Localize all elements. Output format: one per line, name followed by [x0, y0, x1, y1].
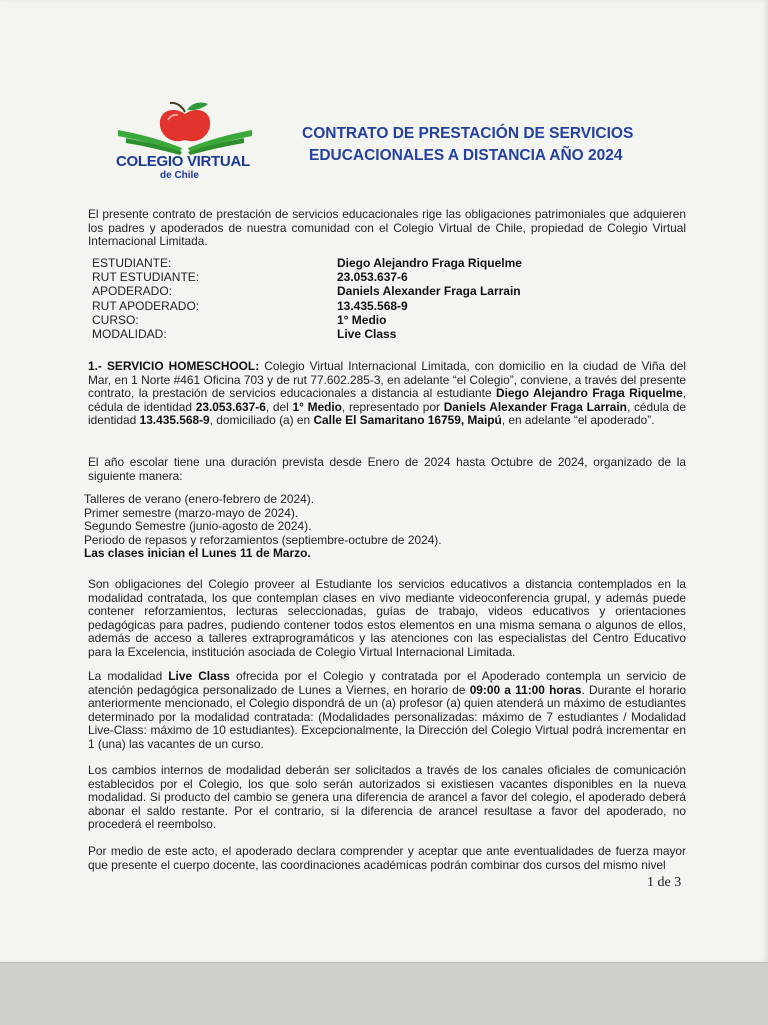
title-line-2: EDUCACIONALES A DISTANCIA AÑO 2024: [309, 147, 623, 164]
info-value: 23.053.637-6: [337, 270, 408, 285]
section-heading: 1.- SERVICIO HOMESCHOOL:: [88, 359, 260, 373]
obligations-paragraph: Son obligaciones del Colegio proveer al Estudiante los servicios educativos a distancia contemplados en la modalidad contratada, los que contemplan clases en vivo mediante videoconferencia grupal, y además puede contener reforzamientos, lecturas seleccionadas, guías de trabajo, videos educativos y orientaciones pedagógicas para padres, pudiendo contener todos estos elementos en una misma semana o algunos de ellos, además de acceso a talleres extraprogramáticos y las atenciones con las especialistas del Centro Educativo para la Excelencia, institución asociada de Colegio Virtual Internacional Limitada.: [88, 577, 686, 659]
info-value: 13.435.568-9: [337, 298, 408, 313]
info-value: Daniels Alexander Fraga Larrain: [337, 284, 521, 299]
info-value: 1° Medio: [337, 312, 387, 327]
info-value: Diego Alejandro Fraga Riquelme: [337, 256, 522, 270]
classes-start: Las clases inician el Lunes 11 de Marzo.: [84, 546, 311, 561]
modality-name: Live Class: [168, 669, 230, 683]
info-value: Live Class: [337, 326, 397, 341]
modality-changes-paragraph: Los cambios internos de modalidad deberán ser solicitados a través de los canales oficiales de comunicación establecidos por el Colegio, los que solo serán autorizados si existiesen vacantes disponibles en la nueva modalidad. Si producto del cambio se genera una diferencia de arancel a favor del colegio, el apoderado deberá abonar el saldo restante. Por el contrario, si la diferencia de arancel resultase a favor del apoderado, no procederá el reembolso.: [88, 763, 686, 832]
info-label: MODALIDAD:: [92, 326, 167, 341]
schedule-item: Segundo Semestre (junio-agosto de 2024).: [84, 519, 312, 534]
guardian-rut: 13.435.568-9: [139, 413, 210, 428]
student-rut: 23.053.637-6: [195, 399, 266, 414]
info-label: ESTUDIANTE:: [92, 256, 172, 270]
info-row-student: [92, 256, 652, 270]
schedule-item: Talleres de verano (enero-febrero de 2024).: [84, 492, 315, 506]
info-label: RUT APODERADO:: [92, 298, 200, 313]
info-label: APODERADO:: [92, 284, 173, 299]
info-row-guardian: [92, 284, 652, 298]
info-row-modality: [92, 327, 652, 341]
contract-info-table: [92, 256, 652, 341]
address: Calle El Samaritano 16759, Maipú: [313, 413, 502, 428]
schedule-item: Periodo de repasos y reforzamientos (septiembre-octubre de 2024).: [84, 532, 442, 547]
modality-paragraph: La modalidad Live Class ofrecida por el Colegio y contratada por el Apoderado contempla un servicio de atención pedagógica personalizado de Lunes a Viernes, en horario de 09:00 a 11:00 horas. Durante el horario anteriormente mencionado, el Colegio dispondrá de un (a) profesor (a) quien atenderá un máximo de estudiantes determinado por la modalidad contratada: (Modalidades personalizadas: máximo de 7 estudiantes / Modalidad Live-Class: máximo de 10 estudiantes). Excepcionalmente, la Dirección del Colegio Virtual podrá incrementar en 1 (una) las vacantes de un curso.: [88, 669, 686, 751]
schedule-item: Primer semestre (marzo-mayo de 2024).: [84, 505, 299, 520]
info-row-student-rut: [92, 270, 652, 284]
section-homeschool-paragraph: 1.- SERVICIO HOMESCHOOL: Colegio Virtual Internacional Limitada, con domicilio en la ciudad de Viña del Mar, en 1 Norte #461 Oficina 703 y de rut 77.602.285-3, en adelante “el Colegio”, conviene, a través del presente contrato, la prestación de servicios educacionales a distancia al estudiante Diego Alejandro Fraga Riquelme, cédula de identidad 23.053.637-6, del 1° Medio, representado por Daniels Alexander Fraga Larrain, cédula de identidad 13.435.568-9, domiciliado (a) en Calle El Samaritano 16759, Maipú, en adelante “el apoderado”.: [88, 359, 687, 428]
guardian-name: Daniels Alexander Fraga Larrain: [443, 399, 627, 414]
logo-subtitle: de Chile: [160, 170, 199, 181]
title-line-1: CONTRATO DE PRESTACIÓN DE SERVICIOS: [302, 125, 634, 142]
scan-bottom-margin: [0, 962, 768, 1025]
course: 1° Medio: [292, 399, 342, 414]
student-name: Diego Alejandro Fraga Riquelme: [496, 386, 683, 401]
info-label: RUT ESTUDIANTE:: [92, 270, 200, 285]
school-year-paragraph: El año escolar tiene una duración prevista desde Enero de 2024 hasta Octubre de 2024, organizado de la siguiente manera:: [88, 455, 686, 483]
schedule-list: [84, 493, 442, 561]
page-number: 1 de 3: [647, 875, 682, 890]
info-row-course: [92, 313, 652, 327]
logo-school-name: COLEGIO VIRTUAL: [116, 153, 250, 170]
info-label: CURSO:: [92, 312, 139, 327]
info-row-guardian-rut: [92, 299, 652, 313]
document-title: [302, 123, 702, 167]
intro-paragraph: El presente contrato de prestación de servicios educacionales rige las obligaciones patrimoniales que adquieren los padres y apoderados de nuestra comunidad con el Colegio Virtual de Chile, propiedad de Colegio Virtual Internacional Limitada.: [88, 207, 686, 249]
force-majeure-paragraph: Por medio de este acto, el apoderado declara comprender y aceptar que ante eventualidades de fuerza mayor que presente el cuerpo docente, las coordinaciones académicas podrán combinar dos cursos del mismo nivel: [88, 844, 686, 872]
modality-hours: 09:00 a 11:00 horas: [469, 682, 582, 697]
